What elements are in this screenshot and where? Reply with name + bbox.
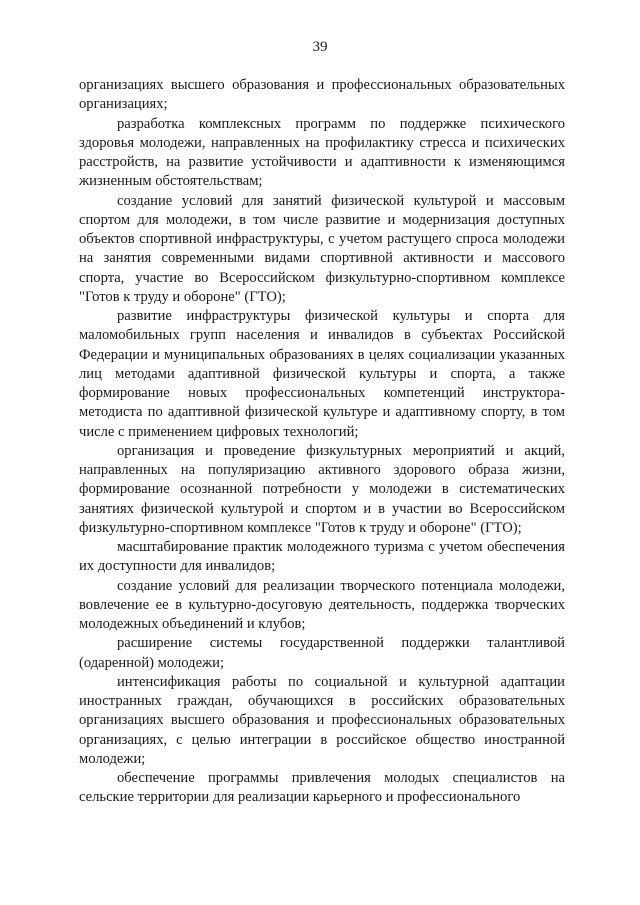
body-text <box>79 76 565 808</box>
paragraph: организация и проведение физкультурных мероприятий и акций, направленных на популяризацию активного здорового образа жизни, формирование осознанной потребности у молодежи в систематических занятиях физической культурой и спортом и в участии во Всероссийском физкультурно-спортивном комплексе "Готов к труду и обороне" (ГТО); <box>79 442 565 536</box>
paragraph: создание условий для занятий физической культурой и массовым спортом для молодежи, в том числе развитие и модернизация доступных объектов спортивной инфраструктуры, с учетом растущего спроса молодежи на занятия современными видами спортивной активности и массового спорта, участие во Всероссийском физкультурно-спортивном комплексе "Готов к труду и обороне" (ГТО); <box>79 192 565 305</box>
paragraph: масштабирование практик молодежного туризма с учетом обеспечения их доступности для инвалидов; <box>79 539 565 575</box>
paragraph: создание условий для реализации творческого потенциала молодежи, вовлечение ее в культурно-досуговую деятельность, поддержка творческих молодежных объединений и клубов; <box>79 577 565 632</box>
page-number: 39 <box>312 39 328 55</box>
paragraph: интенсификация работы по социальной и культурной адаптации иностранных граждан, обучающихся в российских образовательных организациях высшего образования и профессиональных образовательных организациях, с целью интеграции в российское общество иностранной молодежи; <box>79 673 565 767</box>
paragraph: разработка комплексных программ по поддержке психического здоровья молодежи, направленных на профилактику стресса и психических расстройств, на развитие устойчивости и адаптивности к изменяющимся жизненным обстоятельствам; <box>79 115 565 190</box>
paragraph: обеспечение программы привлечения молодых специалистов на сельские территории для реализации карьерного и профессионального <box>79 770 565 806</box>
paragraph: развитие инфраструктуры физической культуры и спорта для маломобильных групп населения и инвалидов в субъектах Российской Федерации и муниципальных образованиях в целях социализации указанных лиц методами адаптивной физической культуры и спорта, а также формирование новых профессиональных компетенций инструктора-методиста по адаптивной физической культуре и адаптивному спорту, в том числе с применением цифровых технологий; <box>79 308 565 440</box>
paragraph: расширение системы государственной поддержки талантливой (одаренной) молодежи; <box>79 635 565 671</box>
paragraph: организациях высшего образования и профессиональных образовательных организациях; <box>79 77 565 113</box>
